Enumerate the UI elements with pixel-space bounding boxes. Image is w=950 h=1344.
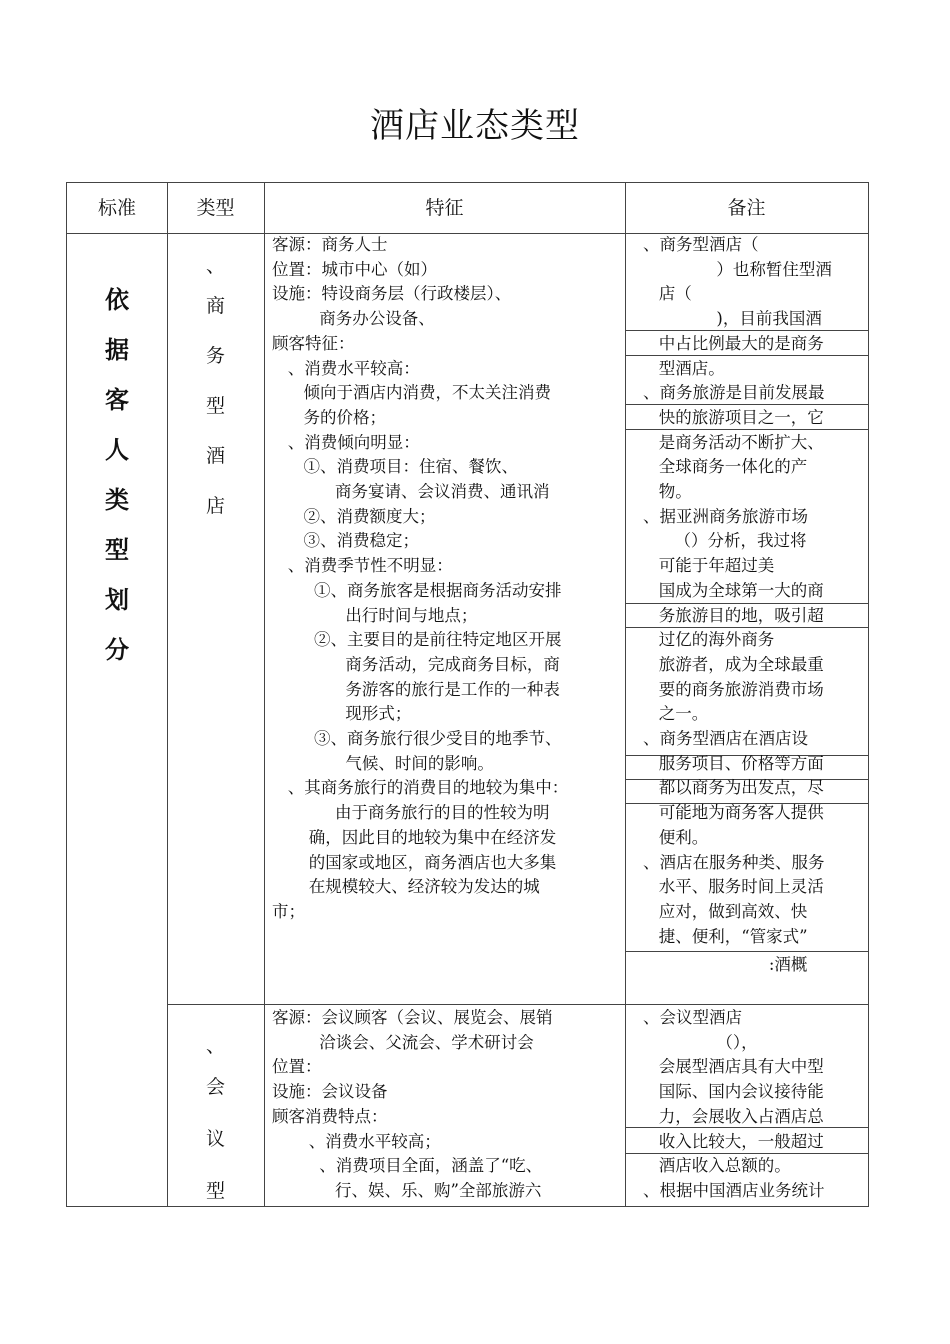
note-line: :酒概	[643, 955, 808, 974]
feature-line: 、消费倾向明显：	[272, 432, 420, 452]
header-standard: 标准	[97, 197, 136, 219]
feature-line: ①、商务旅客是根据商务活动安排	[272, 580, 562, 600]
criterion-label	[67, 275, 167, 675]
note-line: 、根据中国酒店业务统计	[643, 1180, 825, 1200]
note-line: （）分析，我过将	[643, 531, 807, 551]
note-line: 可能于年超过美	[643, 556, 775, 576]
note-line: 务旅游目的地，吸引超	[643, 605, 824, 625]
note-line: 要的商务旅游消费市场	[643, 679, 824, 699]
criterion-char: 据	[105, 335, 129, 364]
note-line: 会展型酒店具有大中型	[643, 1057, 824, 1077]
note-line: 可能地为商务客人提供	[643, 803, 824, 823]
header-type: 类型	[196, 197, 235, 219]
note-line: 收入比较大，一般超过	[643, 1131, 824, 1151]
criterion-char: 划	[105, 585, 129, 614]
type-char: 、	[205, 255, 225, 277]
type-label-business-hotel	[167, 251, 264, 531]
feature-line: 务游客的旅行是工作的一种表	[272, 679, 560, 699]
feature-line: 顾客特征：	[272, 333, 355, 353]
feature-line: ③、商务旅行很少受目的地季节、	[272, 729, 562, 748]
feature-line: 市；	[272, 901, 305, 921]
feature-line: 、其商务旅行的消费目的地较为集中：	[272, 778, 569, 798]
note-line: 、会议型酒店	[643, 1008, 742, 1027]
feature-line: 、消费水平较高；	[272, 1131, 441, 1151]
note-line: 型酒店。	[643, 358, 725, 378]
note-line: 服务项目、价格等方面	[643, 753, 824, 773]
type-char: 型	[205, 395, 225, 417]
note-line: 中占比例最大的是商务	[643, 333, 824, 353]
feature-line: 洽谈会、父流会、学术研讨会	[272, 1032, 534, 1052]
note-line: 过亿的海外商务	[643, 630, 775, 650]
note-line: 水平、服务时间上灵活	[643, 877, 824, 897]
note-line: 店（	[643, 284, 692, 304]
feature-line: 顾客消费特点：	[272, 1106, 388, 1126]
note-line: 国成为全球第一大的商	[643, 580, 824, 600]
feature-line: 位置：	[272, 1057, 322, 1077]
criterion-char: 人	[105, 435, 129, 464]
feature-line: 、消费项目全面，涵盖了“吃、	[272, 1156, 543, 1176]
note-line: 力，会展收入占酒店总	[643, 1106, 824, 1126]
note-line: 捷、便利，“管家式”	[643, 926, 808, 946]
criterion-char: 分	[105, 635, 129, 664]
feature-line: 现形式；	[272, 704, 412, 724]
note-line: 快的旅游项目之一，它	[643, 407, 824, 427]
feature-line: ③、消费稳定；	[272, 531, 419, 551]
criterion-char: 类	[105, 485, 129, 514]
feature-line: 的国家或地区，商务酒店也大多集	[272, 852, 557, 872]
type-char: 议	[205, 1128, 225, 1150]
feature-line: 由于商务旅行的目的性较为明	[272, 803, 550, 823]
feature-line: 倾向于酒店内消费，不太关注消费	[272, 383, 551, 403]
feature-line: 商务活动，完成商务目标，商	[272, 654, 560, 674]
note-line: 便利。	[643, 827, 709, 847]
note-line: 国际、国内会议接待能	[643, 1082, 824, 1102]
feature-line: 商务宴请、会议消费、通讯消	[272, 482, 550, 501]
header-notes: 备注	[727, 197, 766, 219]
feature-line: 、消费季节性不明显：	[272, 556, 453, 576]
feature-line: 务的价格；	[272, 407, 386, 427]
note-line: ）也称暂住型酒	[643, 259, 832, 279]
note-line: 之一。	[643, 704, 709, 724]
note-line: 都以商务为出发点，尽	[643, 778, 824, 798]
feature-line: ②、消费额度大；	[272, 506, 436, 526]
type-char: 、	[205, 1035, 225, 1057]
note-line: （），	[643, 1032, 758, 1052]
note-line: )，目前我国酒	[643, 309, 822, 329]
feature-line: 、消费水平较高：	[272, 358, 420, 378]
type-char: 会	[205, 1076, 225, 1098]
type-char: 商	[205, 295, 225, 317]
note-line: 应对，做到高效、快	[643, 901, 808, 921]
note-line: 、商务型酒店在酒店设	[643, 729, 808, 748]
feature-line: ②、主要目的是前往特定地区开展	[272, 630, 562, 650]
feature-line: 出行时间与地点；	[272, 605, 478, 625]
criterion-char: 型	[105, 535, 129, 564]
type-label-conference-hotel	[167, 1031, 264, 1217]
page-title: 酒店业态类型	[370, 106, 580, 146]
note-line: 物。	[643, 482, 692, 501]
feature-line: 客源：商务人士	[272, 235, 388, 254]
type-char: 店	[205, 495, 225, 517]
header-features: 特征	[425, 197, 464, 219]
feature-line: 商务办公设备、	[272, 309, 435, 329]
feature-line: 设施：会议设备	[272, 1082, 388, 1102]
type-char: 型	[205, 1180, 225, 1202]
note-line: 、商务旅游是目前发展最	[643, 383, 825, 403]
note-line: 、酒店在服务种类、服务	[643, 852, 825, 872]
note-line: 是商务活动不断扩大、	[643, 432, 824, 452]
criterion-char: 依	[105, 285, 129, 314]
note-line: 酒店收入总额的。	[643, 1156, 791, 1176]
feature-line: 确，因此目的地较为集中在经济发	[272, 827, 557, 847]
feature-line: 在规模较大、经济较为发达的城	[272, 877, 540, 897]
criterion-char: 客	[105, 385, 129, 414]
feature-line: 位置：城市中心（如）	[272, 259, 437, 279]
note-line: 、据亚洲商务旅游市场	[643, 506, 808, 526]
type-char: 酒	[205, 445, 225, 467]
type-char: 务	[205, 345, 225, 367]
note-line: 、商务型酒店（	[643, 235, 759, 254]
note-line: 旅游者，成为全球最重	[643, 654, 824, 674]
note-line: 全球商务一体化的产	[643, 457, 808, 477]
feature-line: 客源：会议顾客（会议、展览会、展销	[272, 1008, 553, 1027]
feature-line: 气候、时间的影响。	[272, 753, 494, 773]
hotel-type-table	[66, 182, 869, 1207]
feature-line: 设施：特设商务层（行政楼层）、	[272, 284, 512, 304]
feature-line: ①、消费项目：住宿、餐饮、	[272, 457, 518, 477]
feature-line: 行、娱、乐、购”全部旅游六	[272, 1180, 542, 1200]
